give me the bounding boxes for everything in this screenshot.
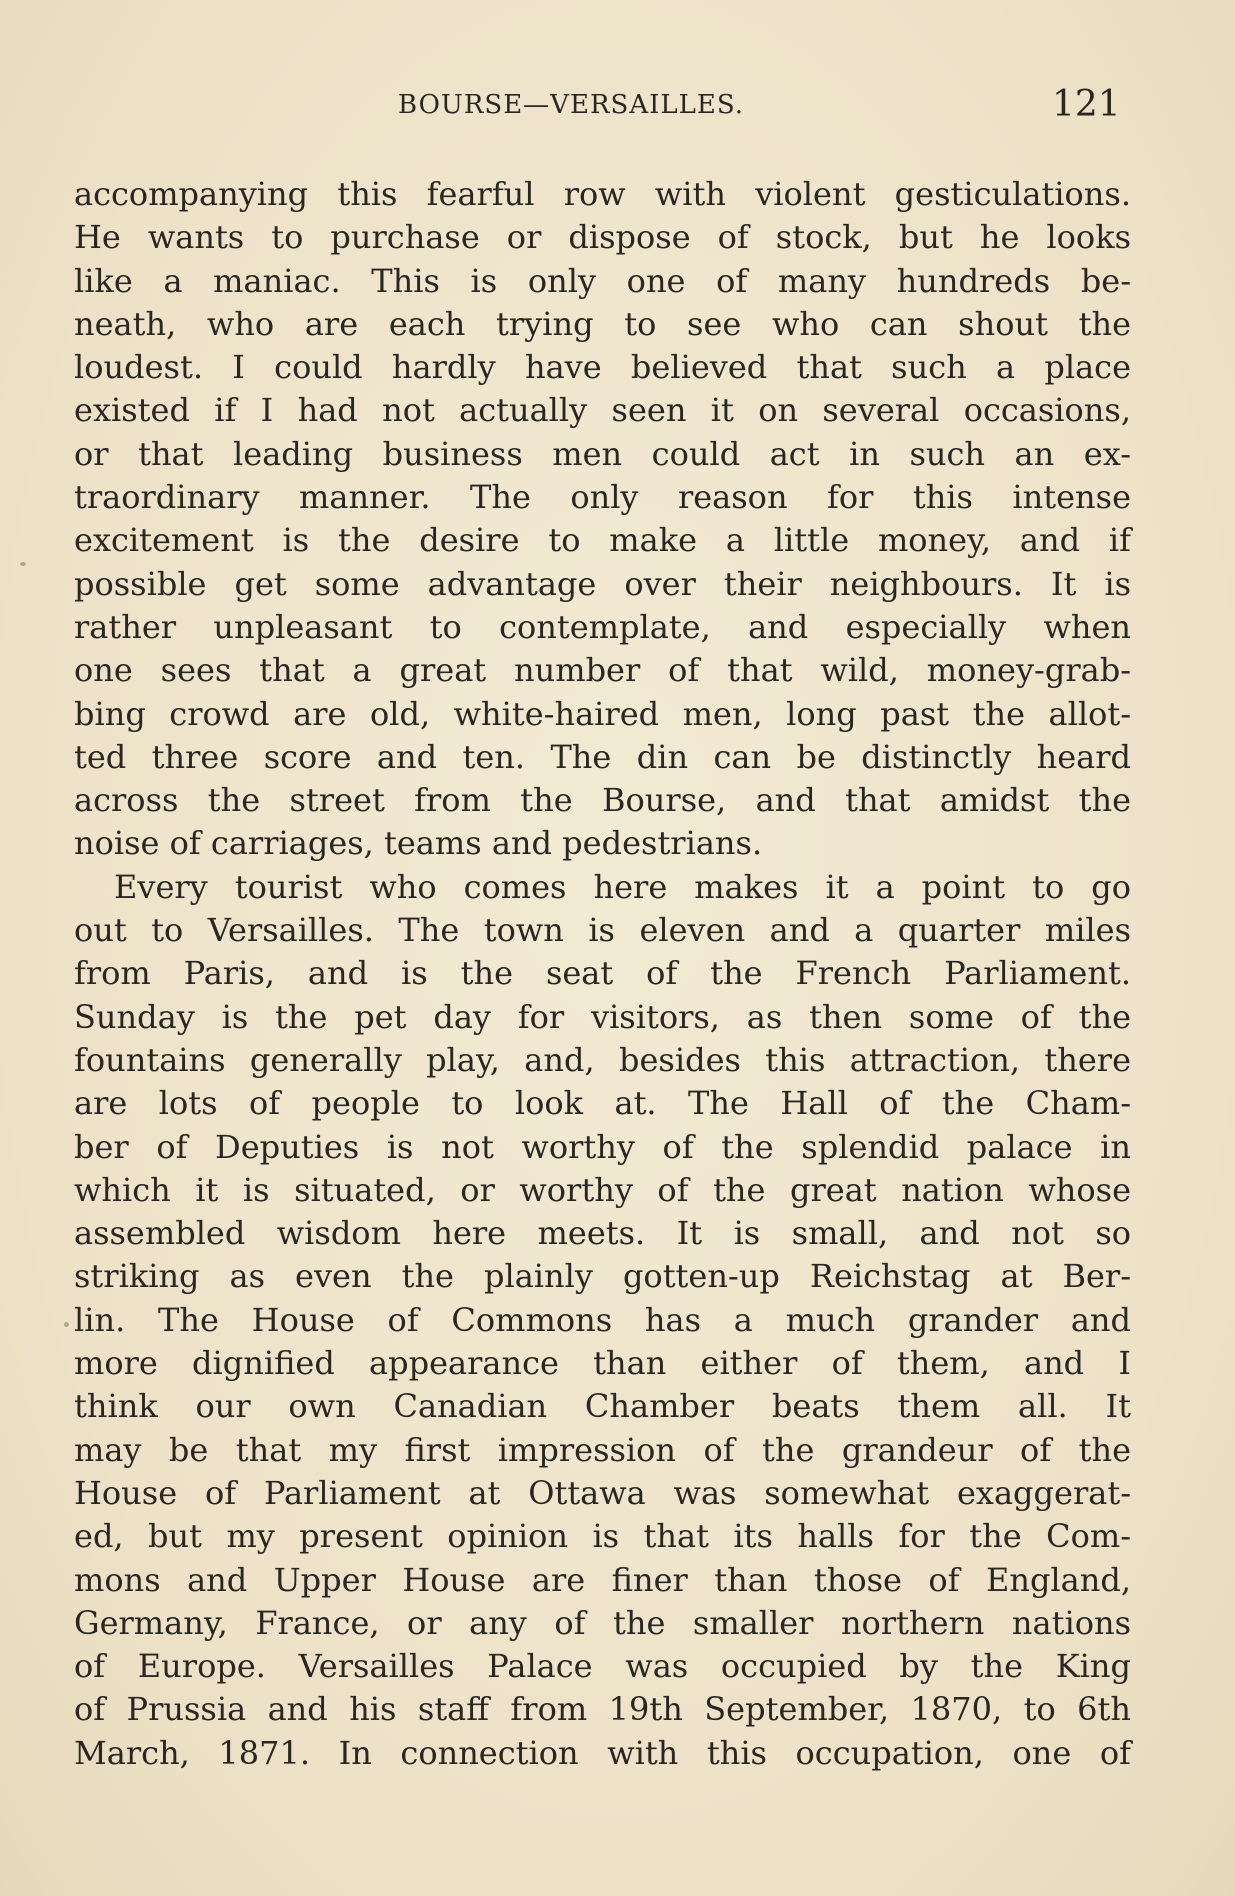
text-line: think our own Canadian Chamber beats them all. It [74, 1387, 1131, 1426]
text-line: mons and Upper House are finer than those of England, [74, 1560, 1131, 1599]
page-number: 121 [1052, 84, 1121, 125]
running-head [0, 86, 1235, 126]
text-line: out to Versailles. The town is eleven and a quarter miles [74, 911, 1131, 950]
text-line: accompanying this fearful row with violent gesticulations. [74, 175, 1131, 213]
running-head-title: BOURSE—VERSAILLES. [398, 90, 745, 120]
text-line: excitement is the desire to make a little money, and if [74, 521, 1131, 560]
text-line: like a maniac. This is only one of many hundreds be- [74, 261, 1131, 300]
text-line: are lots of people to look at. The Hall of the Cham- [74, 1084, 1131, 1123]
text-line: lin. The House of Commons has a much grander and [74, 1300, 1131, 1339]
text-line: Sunday is the pet day for visitors, as then some of the [74, 997, 1131, 1036]
text-line: March, 1871. In connection with this occupation, one of [74, 1733, 1131, 1772]
text-line: possible get some advantage over their neighbours. It is [74, 564, 1131, 603]
text-line: fountains generally play, and, besides this attraction, there [74, 1040, 1131, 1079]
text-line: of Europe. Versailles Palace was occupied by the King [74, 1647, 1131, 1686]
text-line: or that leading business men could act in such an ex- [74, 434, 1131, 473]
text-line: more dignified appearance than either of them, and I [74, 1344, 1131, 1383]
text-line: ed, but my present opinion is that its halls for the Com- [74, 1517, 1131, 1556]
text-line: traordinary manner. The only reason for this intense [74, 478, 1131, 517]
paragraph-end-line: noise of carriages, teams and pedestrians. [74, 824, 763, 863]
text-line: existed if I had not actually seen it on several occasions, [74, 391, 1131, 430]
text-line: assembled wisdom here meets. It is small, and not so [74, 1214, 1131, 1253]
text-line: ber of Deputies is not worthy of the splendid palace in [74, 1127, 1131, 1166]
text-line: ted three score and ten. The din can be distinctly heard [74, 737, 1131, 776]
text-line: of Prussia and his staff from 19th September, 1870, to 6th [74, 1690, 1131, 1729]
text-line: He wants to purchase or dispose of stock, but he looks [74, 218, 1131, 257]
text-line: which it is situated, or worthy of the great nation whose [74, 1170, 1131, 1209]
text-line: across the street from the Bourse, and that amidst the [74, 781, 1131, 820]
text-line: loudest. I could hardly have believed that such a place [74, 348, 1131, 387]
text-line: may be that my first impression of the grandeur of the [74, 1430, 1131, 1469]
text-line: House of Parliament at Ottawa was somewhat exaggerat- [74, 1473, 1131, 1512]
text-line: one sees that a great number of that wild, money-grab- [74, 651, 1131, 690]
paper-speck [20, 562, 26, 566]
text-line: Germany, France, or any of the smaller northern nations [74, 1603, 1131, 1642]
text-line: from Paris, and is the seat of the French Parliament. [74, 954, 1131, 993]
paper-speck [64, 1322, 69, 1327]
text-line: rather unpleasant to contemplate, and especially when [74, 607, 1131, 646]
text-line: striking as even the plainly gotten-up Reichstag at Ber- [74, 1257, 1131, 1296]
body-text [74, 173, 1131, 1775]
paragraph-start-line: Every tourist who comes here makes it a point to go [114, 867, 1131, 906]
text-line: bing crowd are old, white-haired men, long past the allot- [74, 694, 1131, 733]
text-line: neath, who are each trying to see who can shout the [74, 304, 1131, 343]
